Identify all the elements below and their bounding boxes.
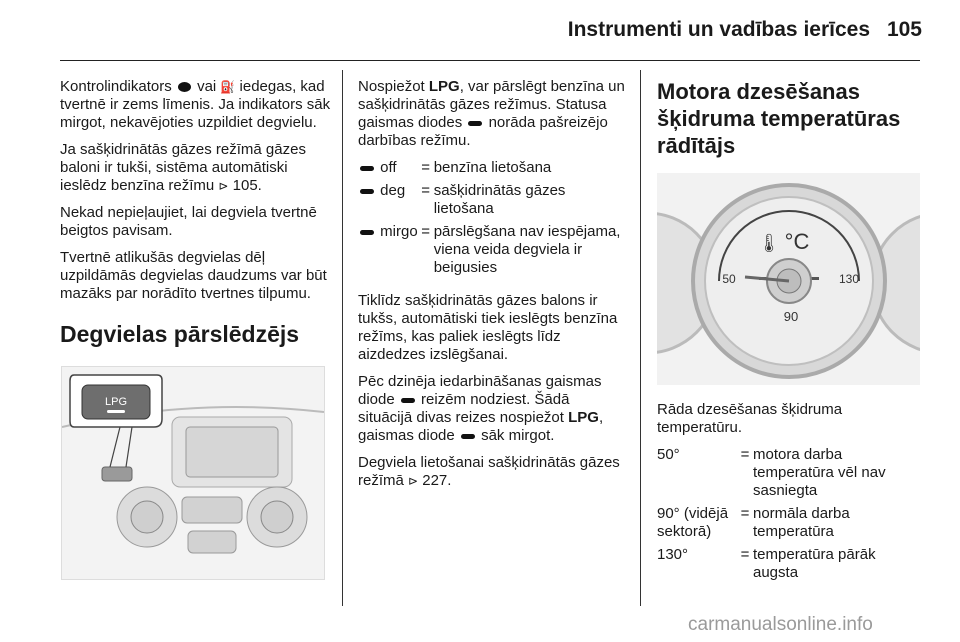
paragraph-indicator: Kontrolindikators vai ⛽ iedegas, kad tvertnē ir zems līmenis. Ja indikators sāk mirgot, nekavējoties uzpildiet degvielu. — [60, 78, 331, 132]
paragraph-never-empty: Nekad nepieļaujiet, lai degviela tvertnē beigtos pavisam. — [60, 204, 317, 240]
coolant-gauge-illustration — [657, 173, 920, 385]
column-3 — [657, 78, 920, 597]
column-separator-1 — [342, 70, 343, 606]
watermark: carmanualsonline.info — [688, 614, 873, 635]
section-heading-fuel-switch: Degvielas pārslēdzējs — [60, 321, 300, 348]
header-rule — [60, 60, 920, 61]
temperature-table — [657, 446, 920, 587]
fuel-pump-icon: ⛽ — [220, 80, 236, 95]
page-ref-icon: ⊳ — [218, 179, 229, 194]
gauge-label-50: 50 — [722, 272, 736, 286]
fuel-switch-illustration — [61, 366, 325, 580]
thermometer-icon: 🌡 — [757, 233, 781, 254]
table-row: mirgo = pārslēgšana nav iespējama, viena veida degviela ir beigusies — [358, 223, 626, 282]
paragraph-coolant: Rāda dzesēšanas šķidruma temperatūru. — [657, 401, 843, 436]
gauge-label-90: 90 — [783, 309, 799, 324]
table-row: 90° (vidējā sektorā) = normāla darba temperatūra — [657, 505, 850, 540]
paragraph-auto-switch: Tiklīdz sašķidrinātās gāzes balons ir tukšs, automātiski tiek ieslēgts benzīna režīms, kas paliek ieslēgts līdz aizdedzes izslēgšanai. — [358, 292, 618, 363]
led-dash-icon — [360, 166, 374, 171]
paragraph-lpg-switch: Nospiežot LPG, var pārslēgt benzīna un sašķidrinātās gāzes režīmus. Statusa gaismas diodes norāda pašreizējo darbības režīmu. — [358, 78, 625, 149]
table-row: 130° = temperatūra pārāk augsta — [657, 546, 876, 581]
led-dash-icon — [360, 189, 374, 194]
paragraph-remaining-fuel: Tvertnē atlikušās degvielas dēļ uzpildāmās degvielas daudzums var būt mazāks par norādīto tvertnes tilpumu. — [60, 249, 327, 303]
paragraph-led-off: Pēc dzinēja iedarbināšanas gaismas diode reizēm nodziest. Šādā situācijā divas reizes nospiežot LPG, gaismas diode sāk mirgot. — [358, 373, 604, 444]
page-number: 105 — [886, 18, 922, 41]
status-led-icon — [178, 82, 191, 92]
gauge-label-130: 130 — [838, 272, 860, 286]
table-row: deg = sašķidrinātās gāzes lietošana — [358, 182, 626, 223]
led-dash-icon — [360, 230, 374, 235]
table-row: off = benzīna lietošana — [358, 159, 626, 182]
led-dash-icon — [468, 121, 482, 126]
page-header-title: Instrumenti un vadības ierīces — [567, 18, 870, 41]
gauge-unit-label: °C — [784, 229, 810, 254]
section-heading-coolant: Motora dzesēšanas šķidruma temperatūras rādītājs — [657, 79, 901, 158]
column-1 — [60, 78, 332, 580]
lpg-button-label: LPG — [104, 396, 128, 409]
paragraph-lpg-empty: Ja sašķidrinātās gāzes režīmā gāzes baloni ir tukši, sistēma automātiski ieslēdz benzīna režīmu ⊳ 105. — [60, 141, 306, 195]
paragraph-lpg-fuel: Degviela lietošanai sašķidrinātās gāzes režīmā ⊳ 227. — [358, 454, 620, 489]
column-2 — [358, 78, 626, 499]
table-row: 50° = motora darba temperatūra vēl nav sasniegta — [657, 446, 886, 499]
led-dash-icon — [461, 434, 475, 439]
led-status-table — [358, 159, 626, 282]
page-ref-icon: ⊳ — [408, 474, 419, 488]
led-dash-icon — [401, 398, 415, 403]
column-separator-2 — [640, 70, 641, 606]
